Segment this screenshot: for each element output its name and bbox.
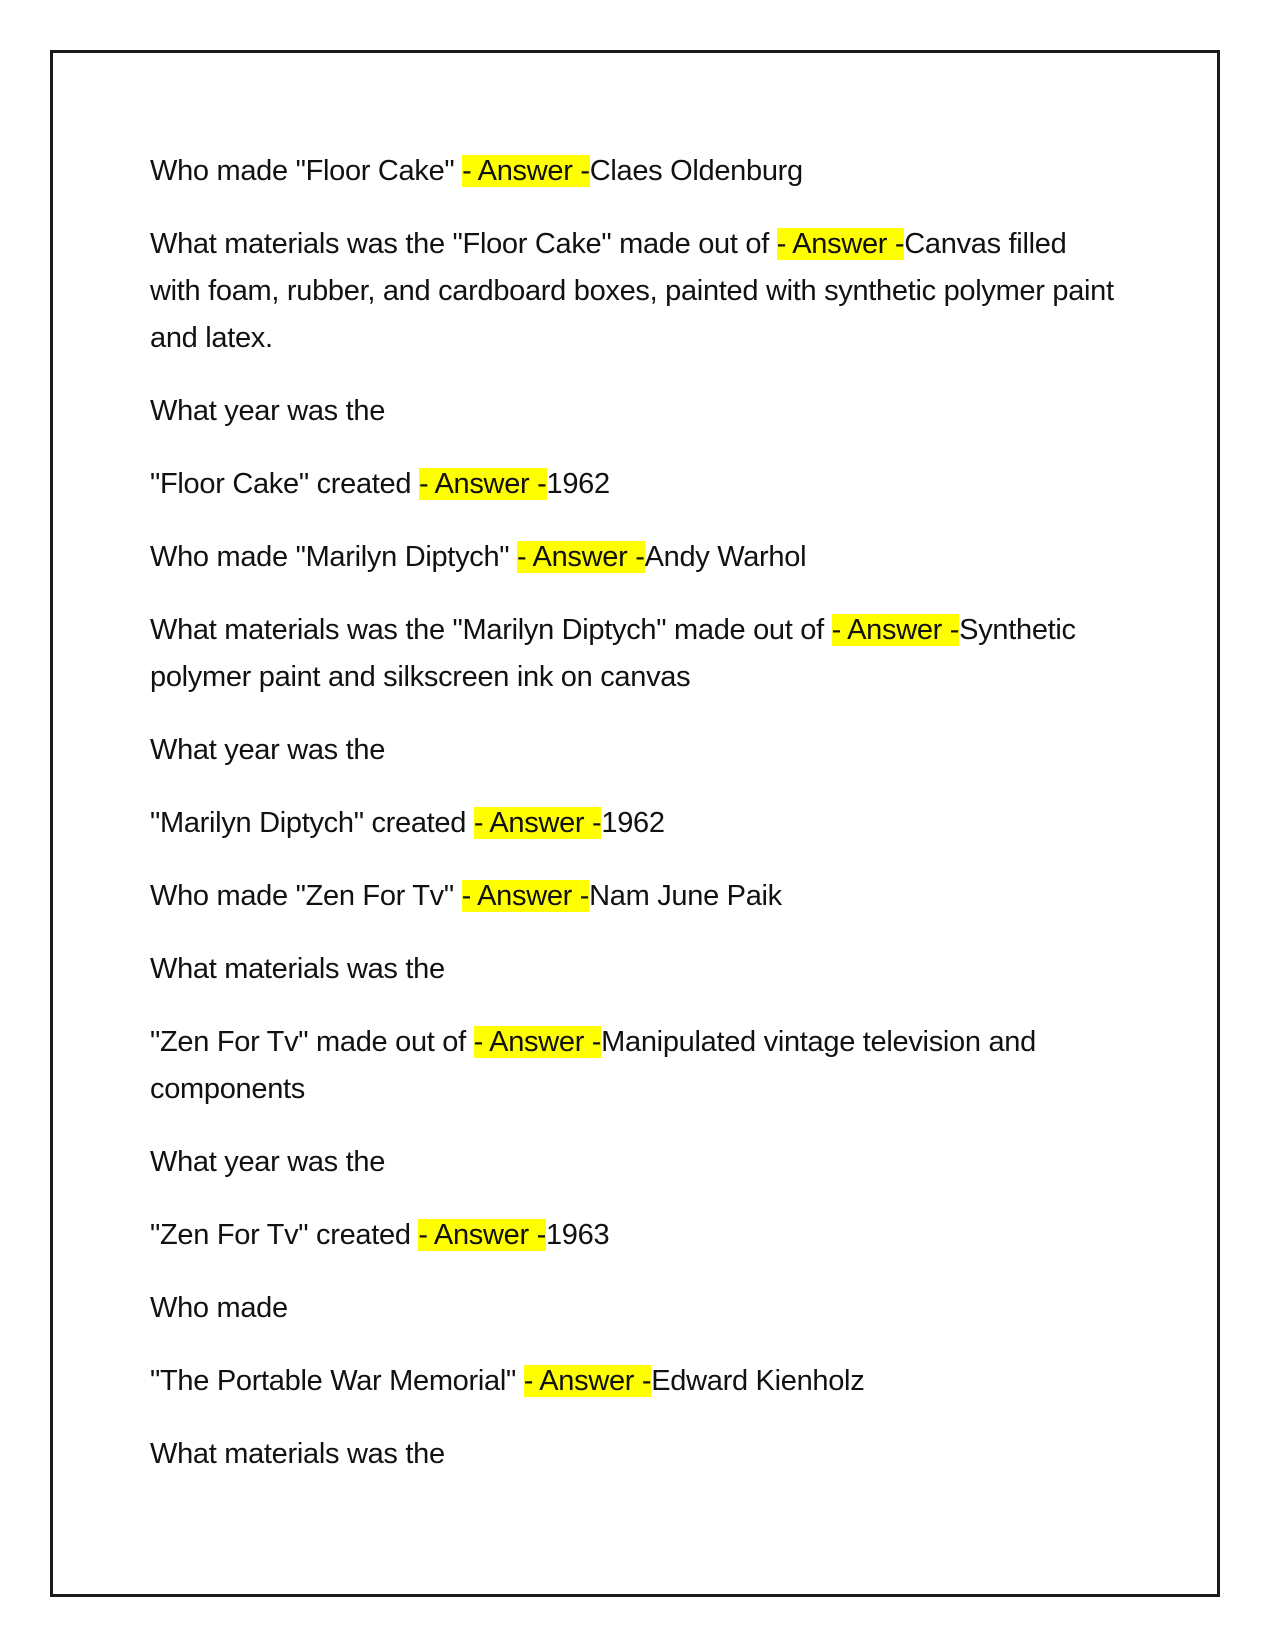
question-text: What year was the <box>150 1146 386 1178</box>
answer-text: Edward Kienholz <box>651 1365 865 1397</box>
question-text: What materials was the <box>150 953 445 985</box>
paragraph <box>150 1285 1120 1332</box>
answer-marker: - Answer - <box>418 1219 546 1251</box>
answer-marker: - Answer - <box>523 1365 652 1397</box>
paragraph <box>150 727 1120 774</box>
answer-marker: - Answer - <box>776 228 905 260</box>
answer-text: Manipulated vintage television and components <box>150 1026 1036 1105</box>
paragraph <box>150 461 1120 508</box>
paragraph <box>150 1358 1120 1405</box>
question-text: What year was the <box>150 734 386 766</box>
answer-text: Synthetic polymer paint and silkscreen ink on canvas <box>150 614 1076 693</box>
answer-marker: - Answer - <box>461 880 590 912</box>
question-text: What materials was the "Marilyn Diptych" made out of <box>150 614 832 646</box>
paragraph <box>150 1431 1120 1478</box>
answer-text: Canvas filled with foam, rubber, and cardboard boxes, painted with synthetic polymer paint and latex. <box>150 228 1114 354</box>
question-text: What year was the <box>150 395 386 427</box>
answer-marker: - Answer - <box>473 807 602 839</box>
question-text: What materials was the "Floor Cake" made out of <box>150 228 777 260</box>
paragraph <box>150 946 1120 993</box>
answer-marker: - Answer - <box>418 468 547 500</box>
document-body <box>150 148 1120 1504</box>
paragraph <box>150 1019 1120 1113</box>
question-text: What materials was the <box>150 1438 445 1470</box>
paragraph <box>150 221 1120 362</box>
answer-marker: - Answer - <box>473 1026 602 1058</box>
answer-marker: - Answer - <box>517 541 645 573</box>
question-text: Who made "Zen For Tv" <box>150 880 462 912</box>
paragraph <box>150 388 1120 435</box>
paragraph <box>150 148 1120 195</box>
answer-text: 1962 <box>601 807 665 839</box>
answer-text: Andy Warhol <box>644 541 807 573</box>
paragraph <box>150 534 1120 581</box>
answer-text: 1963 <box>545 1219 610 1251</box>
question-text: "Marilyn Diptych" created <box>150 807 474 839</box>
paragraph <box>150 607 1120 701</box>
question-text: "The Portable War Memorial" <box>150 1365 524 1397</box>
answer-text: Claes Oldenburg <box>589 155 803 187</box>
paragraph <box>150 1139 1120 1186</box>
paragraph <box>150 873 1120 920</box>
question-text: Who made "Marilyn Diptych" <box>150 541 518 573</box>
answer-text: Nam June Paik <box>589 880 782 912</box>
answer-marker: - Answer - <box>831 614 960 646</box>
question-text: "Zen For Tv" created <box>150 1219 419 1251</box>
question-text: "Zen For Tv" made out of <box>150 1026 474 1058</box>
answer-marker: - Answer - <box>462 155 590 187</box>
paragraph <box>150 1212 1120 1259</box>
question-text: "Floor Cake" created <box>150 468 419 500</box>
question-text: Who made <box>150 1292 288 1324</box>
paragraph <box>150 800 1120 847</box>
answer-text: 1962 <box>546 468 610 500</box>
question-text: Who made "Floor Cake" <box>150 155 463 187</box>
